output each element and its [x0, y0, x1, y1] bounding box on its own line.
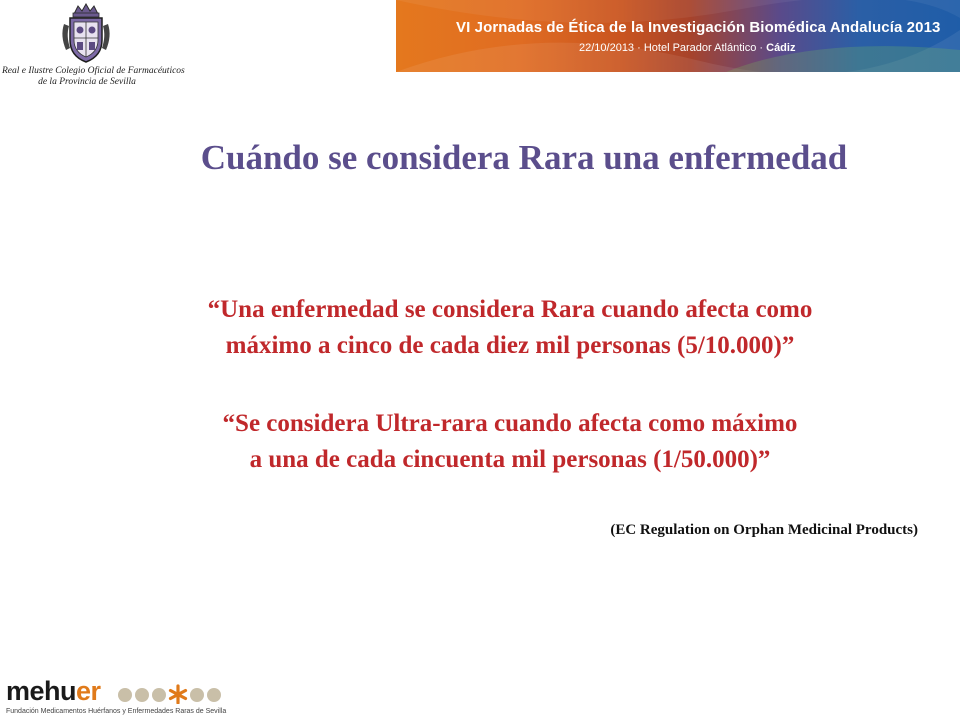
mehuer-caption: Fundación Medicamentos Huérfanos y Enfermedades Raras de Sevilla	[6, 708, 227, 715]
banner-title: VI Jornadas de Ética de la Investigación Biomédica Andalucía 2013	[456, 19, 941, 36]
mehuer-dot	[118, 688, 132, 702]
quote1-line1: “Una enfermedad se considera Rara cuando afecta como	[207, 296, 813, 323]
event-banner	[396, 0, 960, 72]
mehuer-wordmark-accent: er	[76, 676, 101, 706]
banner-subtitle-date-venue: 22/10/2013 · Hotel Parador Atlántico ·	[579, 42, 767, 54]
citation: (EC Regulation on Orphan Medicinal Products)	[610, 522, 918, 538]
ultra-rare-definition	[60, 406, 960, 478]
mehuer-dots	[116, 684, 236, 704]
banner-subtitle	[579, 42, 795, 54]
mehuer-wordmark-prefix: mehu	[6, 676, 77, 706]
college-name	[2, 66, 185, 88]
mehuer-dot	[190, 688, 204, 702]
rare-disease-definition	[60, 292, 960, 364]
mehuer-wordmark	[6, 676, 101, 706]
banner-decoration	[396, 0, 960, 72]
college-name-line2: de la Provincia de Sevilla	[38, 77, 136, 87]
college-logo	[0, 0, 185, 92]
asterisk-icon	[171, 686, 186, 703]
quote2-line1: “Se considera Ultra-rara cuando afecta como máximo	[222, 410, 798, 437]
mehuer-dot	[152, 688, 166, 702]
quote1-line2: máximo a cinco de cada diez mil personas (5/10.000)”	[225, 332, 795, 359]
college-name-line1: Real e Ilustre Colegio Oficial de Farmacéuticos	[2, 66, 185, 76]
slide-title: Cuándo se considera Rara una enfermedad	[200, 138, 848, 177]
quote2-line2: a una de cada cincuenta mil personas (1/50.000)”	[249, 446, 771, 473]
mehuer-dot	[135, 688, 149, 702]
mehuer-dot	[207, 688, 221, 702]
mehuer-logo	[6, 676, 236, 720]
college-crest-icon	[58, 2, 114, 66]
banner-subtitle-city: Cádiz	[766, 42, 796, 54]
